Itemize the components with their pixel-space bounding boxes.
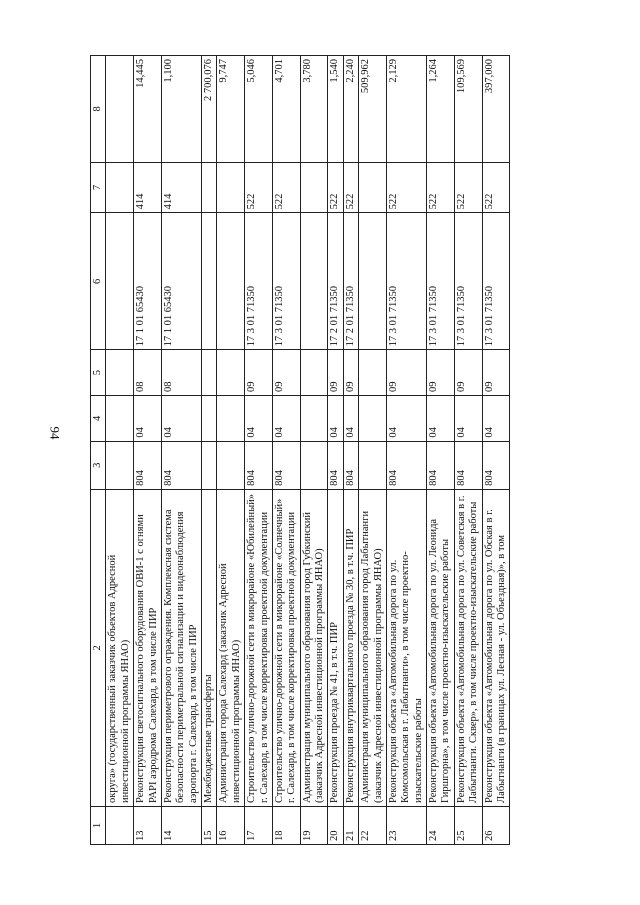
- code-4: 04: [454, 396, 482, 442]
- code-5: [106, 350, 134, 396]
- code-5: [202, 350, 217, 396]
- code-6: 17 1 01 65430: [134, 213, 162, 350]
- table-row: [106, 56, 134, 845]
- code-6: [300, 213, 328, 350]
- row-number: [106, 806, 134, 844]
- amount: 9,747: [217, 56, 245, 163]
- code-3: [217, 441, 245, 489]
- table-row: [343, 56, 358, 845]
- code-3: 804: [134, 441, 162, 489]
- code-6: 17 3 01 71350: [454, 213, 482, 350]
- code-3: 804: [427, 441, 455, 489]
- rotated-table-wrapper: [90, 55, 640, 845]
- header-cell-7: 7: [91, 162, 106, 213]
- code-7: 522: [245, 162, 273, 213]
- code-7: 414: [161, 162, 201, 213]
- code-3: 804: [482, 441, 510, 489]
- code-4: [300, 396, 328, 442]
- item-name: Реконструкция объекта «Автомобильная дорога по ул. Комсомольская в г. Лабытнанги», в том числе проектно-изыскательские работы: [386, 489, 426, 806]
- header-cell-3: 3: [91, 441, 106, 489]
- code-5: 09: [386, 350, 426, 396]
- row-number: 19: [300, 806, 328, 844]
- code-7: [300, 162, 328, 213]
- code-7: [217, 162, 245, 213]
- row-number: 26: [482, 806, 510, 844]
- row-number: 13: [134, 806, 162, 844]
- table-row: [359, 56, 387, 845]
- row-number: 20: [328, 806, 343, 844]
- header-row: [91, 56, 106, 845]
- item-name: Реконструкция светосигнального оборудования ОВИ-1 с огнями РАРI аэродрома Салехард, в том числе ПИР: [134, 489, 162, 806]
- amount: 3,780: [300, 56, 328, 163]
- code-7: [106, 162, 134, 213]
- code-4: [359, 396, 387, 442]
- header-cell-4: 4: [91, 396, 106, 442]
- item-name: Строительство улично-дорожной сети в микрорайоне «Солнечный» г. Салехард, в том числе корректировка проектной документации: [272, 489, 300, 806]
- code-6: 17 3 01 71350: [427, 213, 455, 350]
- code-3: [202, 441, 217, 489]
- row-number: 17: [245, 806, 273, 844]
- code-4: 04: [482, 396, 510, 442]
- code-6: 17 3 01 71350: [482, 213, 510, 350]
- code-5: 08: [161, 350, 201, 396]
- code-3: 804: [328, 441, 343, 489]
- code-3: 804: [343, 441, 358, 489]
- code-5: 09: [328, 350, 343, 396]
- item-name: Строительство улично-дорожной сети в микрорайоне «Юбилейный» г. Салехард, в том числе корректировка проектной документации: [245, 489, 273, 806]
- amount: 2,129: [386, 56, 426, 163]
- amount: 109,569: [454, 56, 482, 163]
- row-number: 21: [343, 806, 358, 844]
- code-5: [359, 350, 387, 396]
- code-3: [106, 441, 134, 489]
- code-4: 04: [245, 396, 273, 442]
- code-5: [300, 350, 328, 396]
- item-name: Межбюджетные трансферты: [202, 489, 217, 806]
- item-name: Администрация муниципального образования город Лабытнанги (заказчик Адресной инвестиционной программы ЯНАО): [359, 489, 387, 806]
- item-name: Реконструкция периметрового ограждения. Комплексная система безопасности периметральной сигнализации и видеонаблюдения аэропорта г. Салехард, в том числе ПИР: [161, 489, 201, 806]
- item-name: Реконструкция объекта «Автомобильная дорога по ул. Леонида Гиршгорна», в том числе проектно-изыскательские работы: [427, 489, 455, 806]
- code-3: 804: [272, 441, 300, 489]
- code-7: 522: [454, 162, 482, 213]
- code-6: [106, 213, 134, 350]
- amount: 1,264: [427, 56, 455, 163]
- code-7: 522: [386, 162, 426, 213]
- table-row: [300, 56, 328, 845]
- code-7: 522: [482, 162, 510, 213]
- row-number: 24: [427, 806, 455, 844]
- amount: 2,240: [343, 56, 358, 163]
- code-4: [202, 396, 217, 442]
- amount: 4,701: [272, 56, 300, 163]
- code-4: 04: [272, 396, 300, 442]
- table-row: [272, 56, 300, 845]
- row-number: 15: [202, 806, 217, 844]
- code-6: [202, 213, 217, 350]
- row-number: 16: [217, 806, 245, 844]
- code-7: 522: [328, 162, 343, 213]
- budget-table: [90, 55, 510, 845]
- amount: 397,000: [482, 56, 510, 163]
- code-6: 17 3 01 71350: [245, 213, 273, 350]
- row-number: 25: [454, 806, 482, 844]
- code-4: 04: [134, 396, 162, 442]
- code-4: 04: [386, 396, 426, 442]
- table-row: [161, 56, 201, 845]
- code-7: [359, 162, 387, 213]
- table-row: [134, 56, 162, 845]
- code-5: 09: [454, 350, 482, 396]
- code-3: 804: [161, 441, 201, 489]
- item-name: Администрация муниципального образования город Губкинский (заказчик Адресной инвестиционной программы ЯНАО): [300, 489, 328, 806]
- header-cell-1: 1: [91, 806, 106, 844]
- code-4: 04: [161, 396, 201, 442]
- item-name: Администрация города Салехард (заказчик Адресной инвестиционной программы ЯНАО): [217, 489, 245, 806]
- table-row: [427, 56, 455, 845]
- code-4: 04: [328, 396, 343, 442]
- code-7: 414: [134, 162, 162, 213]
- row-number: 23: [386, 806, 426, 844]
- code-7: 522: [272, 162, 300, 213]
- code-4: 04: [343, 396, 358, 442]
- code-3: [300, 441, 328, 489]
- item-name: Реконструкция проезда № 41, в т.ч. ПИР: [328, 489, 343, 806]
- amount: [106, 56, 134, 163]
- header-cell-8: 8: [91, 56, 106, 163]
- item-name: округа» (государственный заказчик объектов Адресной инвестиционной программы ЯНАО): [106, 489, 134, 806]
- code-6: 17 2 01 71350: [328, 213, 343, 350]
- code-3: 804: [386, 441, 426, 489]
- table-row: [217, 56, 245, 845]
- code-7: 522: [343, 162, 358, 213]
- code-5: 09: [272, 350, 300, 396]
- code-6: [217, 213, 245, 350]
- row-number: 18: [272, 806, 300, 844]
- header-cell-6: 6: [91, 213, 106, 350]
- code-3: [359, 441, 387, 489]
- item-name: Реконструкция внутриквартального проезда № 30, в т.ч. ПИР: [343, 489, 358, 806]
- row-number: 22: [359, 806, 387, 844]
- header-cell-2: 2: [91, 489, 106, 806]
- code-7: 522: [427, 162, 455, 213]
- code-6: 17 2 01 71350: [343, 213, 358, 350]
- code-4: 04: [427, 396, 455, 442]
- table-row: [386, 56, 426, 845]
- header-cell-5: 5: [91, 350, 106, 396]
- code-5: 09: [245, 350, 273, 396]
- code-5: 08: [134, 350, 162, 396]
- table-row: [328, 56, 343, 845]
- code-4: [217, 396, 245, 442]
- amount: 1,100: [161, 56, 201, 163]
- code-3: 804: [454, 441, 482, 489]
- table-row: [482, 56, 510, 845]
- table-body: [106, 56, 510, 845]
- code-4: [106, 396, 134, 442]
- amount: 14,445: [134, 56, 162, 163]
- amount: 509,962: [359, 56, 387, 163]
- item-name: Реконструкция объекта «Автомобильная дорога по ул. Советская в г. Лабытнанги. Сквер», в том числе проектно-изыскательские работы: [454, 489, 482, 806]
- table-row: [202, 56, 217, 845]
- code-5: 09: [482, 350, 510, 396]
- code-6: 17 3 01 71350: [386, 213, 426, 350]
- amount: 1,540: [328, 56, 343, 163]
- code-6: 17 1 01 65430: [161, 213, 201, 350]
- table-row: [454, 56, 482, 845]
- code-7: [202, 162, 217, 213]
- page-number: 94: [47, 426, 63, 440]
- item-name: Реконструкция объекта «Автомобильная дорога по ул. Обская в г. Лабытнанги (в границах ул. Лесная - ул. Объездная)», в том: [482, 489, 510, 806]
- amount: 5,046: [245, 56, 273, 163]
- amount: 2 700,076: [202, 56, 217, 163]
- table-row: [245, 56, 273, 845]
- code-5: 09: [427, 350, 455, 396]
- code-3: 804: [245, 441, 273, 489]
- code-5: [217, 350, 245, 396]
- row-number: 14: [161, 806, 201, 844]
- code-6: [359, 213, 387, 350]
- code-6: 17 3 01 71350: [272, 213, 300, 350]
- table-area: [90, 55, 640, 841]
- code-5: 09: [343, 350, 358, 396]
